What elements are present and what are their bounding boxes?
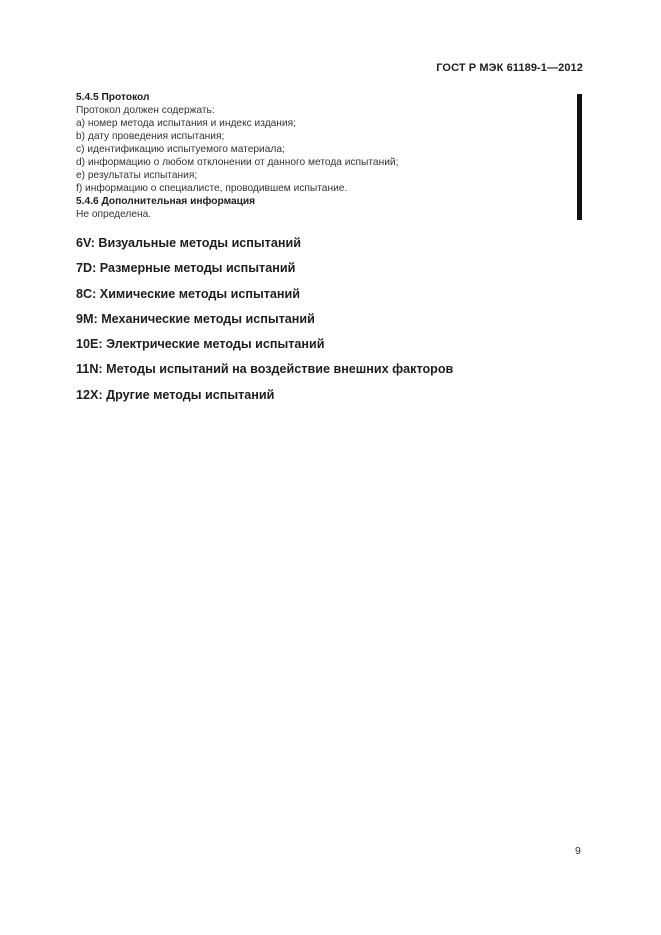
change-bar xyxy=(577,94,582,220)
protocol-heading: 5.4.5 Протокол xyxy=(76,92,150,103)
section-title-9m: 9M: Механические методы испытаний xyxy=(76,311,315,326)
section-list xyxy=(76,236,453,413)
protocol-item-e: e) результаты испытания; xyxy=(76,170,198,181)
section-title-7d: 7D: Размерные методы испытаний xyxy=(76,261,296,276)
section-title-11n: 11N: Методы испытаний на воздействие внешних факторов xyxy=(76,362,454,377)
protocol-item-a: a) номер метода испытания и индекс издания; xyxy=(76,118,296,129)
protocol-block xyxy=(76,91,556,221)
protocol-item-d: d) информацию о любом отклонении от данного метода испытаний; xyxy=(76,157,399,168)
additional-info-heading: 5.4.6 Дополнительная информация xyxy=(76,196,256,207)
section-title-10e: 10E: Электрические методы испытаний xyxy=(76,337,325,352)
section-title-8c: 8C: Химические методы испытаний xyxy=(76,286,300,301)
document-code-header: ГОСТ Р МЭК 61189-1—2012 xyxy=(436,62,583,74)
page-number: 9 xyxy=(575,845,581,857)
section-title-12x: 12X: Другие методы испытаний xyxy=(76,387,275,402)
protocol-intro: Протокол должен содержать: xyxy=(76,105,215,116)
protocol-item-b: b) дату проведения испытания; xyxy=(76,131,225,142)
section-title-6v: 6V: Визуальные методы испытаний xyxy=(76,236,301,250)
protocol-item-f: f) информацию о специалисте, проводившем испытание. xyxy=(76,183,348,194)
additional-info-text: Не определена. xyxy=(76,209,152,220)
protocol-item-c: c) идентификацию испытуемого материала; xyxy=(76,144,285,155)
